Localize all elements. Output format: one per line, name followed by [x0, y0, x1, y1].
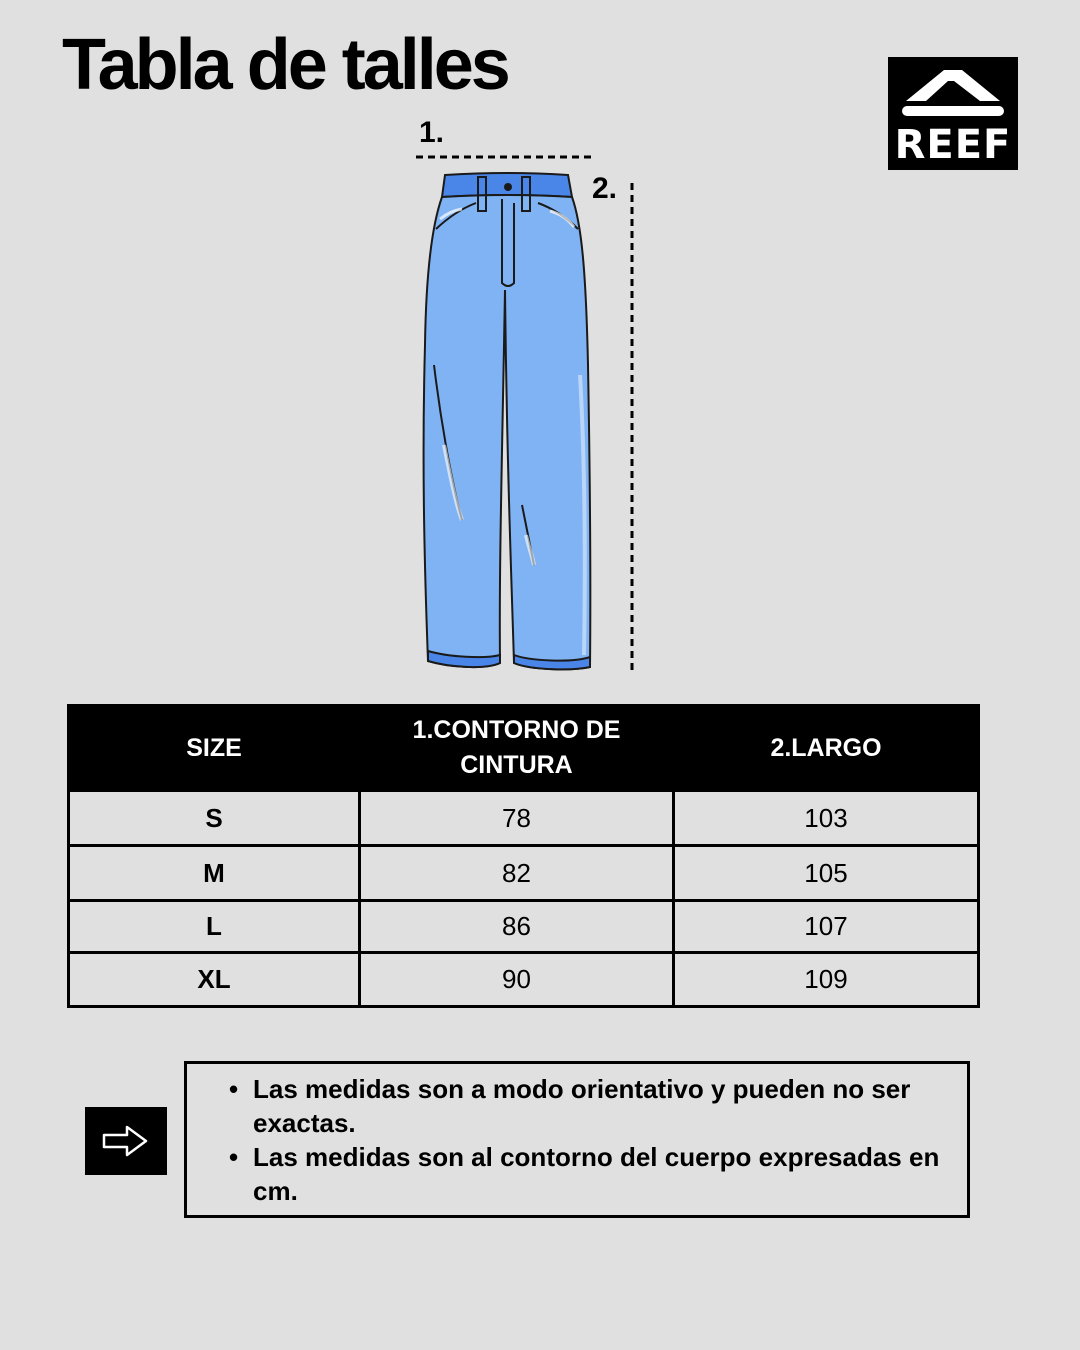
cintura-cell: 90 — [360, 953, 674, 1007]
length-measure-label: 2. — [592, 172, 618, 205]
column-header-cintura: 1.CONTORNO DE CINTURA — [360, 706, 674, 791]
size-cell: M — [69, 846, 360, 901]
table-row — [69, 846, 979, 901]
page-title: Tabla de talles — [62, 25, 508, 105]
list-item: • Las medidas son al contorno del cuerpo expresadas en cm. — [229, 1142, 940, 1206]
brand-name: REEF — [894, 122, 1012, 168]
size-cell: XL — [69, 953, 360, 1007]
arrow-box — [85, 1107, 167, 1175]
arrow-right-icon — [85, 1107, 167, 1175]
note-text: Las medidas son a modo orientativo y pueden no ser exactas. — [253, 1074, 911, 1138]
size-cell: S — [69, 791, 360, 846]
table-header-row — [69, 706, 979, 791]
table-row — [69, 791, 979, 846]
cintura-cell: 78 — [360, 791, 674, 846]
list-item: • Las medidas son a modo orientativo y pueden no ser exactas. — [229, 1074, 911, 1138]
reef-logo — [888, 57, 1018, 170]
largo-cell: 103 — [674, 791, 979, 846]
note-text: Las medidas son al contorno del cuerpo expresadas en cm. — [253, 1142, 940, 1206]
wave-icon — [888, 57, 1018, 123]
button-icon — [504, 183, 512, 191]
largo-cell: 107 — [674, 901, 979, 953]
largo-cell: 109 — [674, 953, 979, 1007]
size-table — [67, 704, 980, 1008]
size-cell: L — [69, 901, 360, 953]
table-row — [69, 901, 979, 953]
column-header-largo: 2.LARGO — [674, 706, 979, 791]
column-header-size: SIZE — [69, 706, 360, 791]
cintura-cell: 86 — [360, 901, 674, 953]
largo-cell: 105 — [674, 846, 979, 901]
jeans-body — [424, 195, 591, 669]
notes-list — [187, 1072, 967, 1208]
table-row — [69, 953, 979, 1007]
notes-box — [184, 1061, 970, 1218]
waist-measure-label: 1. — [419, 116, 445, 149]
cintura-cell: 82 — [360, 846, 674, 901]
